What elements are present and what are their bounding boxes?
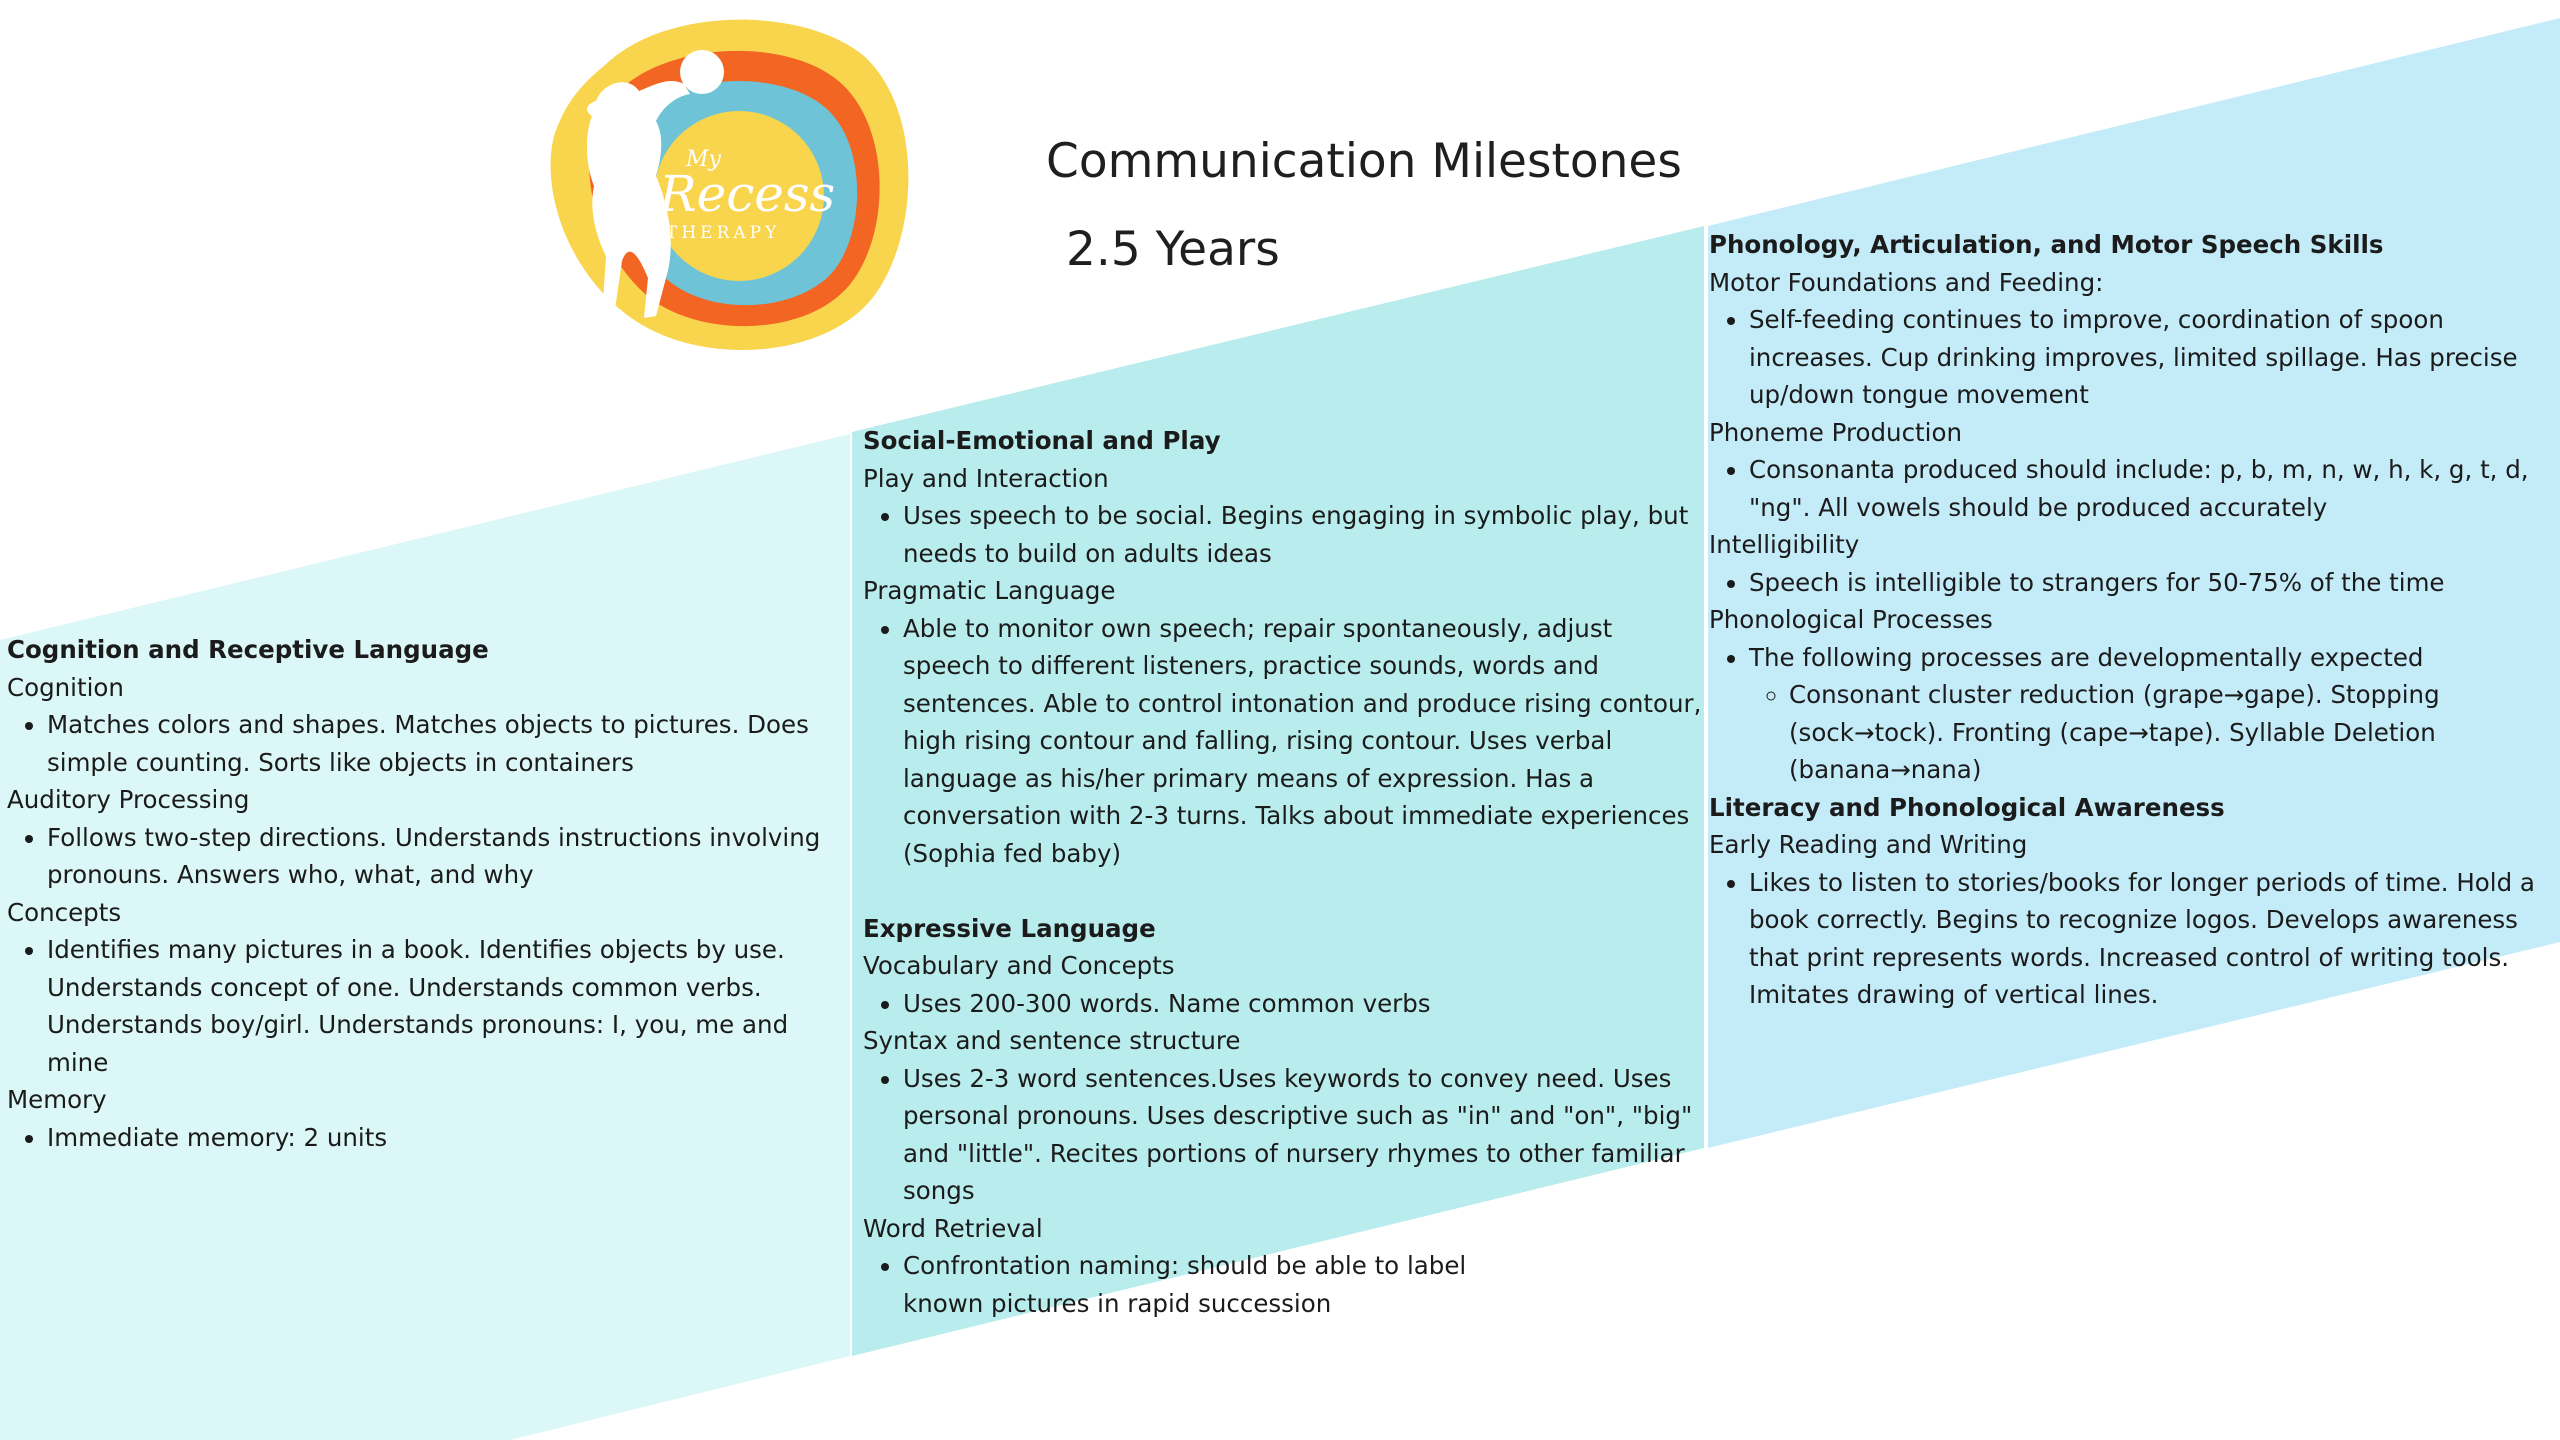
subsection-title: Concepts — [7, 897, 122, 927]
page-subtitle: 2.5 Years — [1066, 222, 1280, 277]
logo-text-recess: Recess — [659, 165, 836, 223]
sub-list-item: ◦ Consonant cluster reduction (grape→gape). Stopping (sock→tock). Fronting (cape→tape). Syllable Deletion (banana→nana) — [1789, 676, 2549, 789]
section-heading: Expressive Language — [863, 913, 1156, 943]
bullet-list — [7, 819, 837, 894]
bullet-list — [863, 1060, 1703, 1210]
bullet-list — [1709, 864, 2549, 1014]
bullet-list — [863, 610, 1703, 873]
bullet-list — [863, 497, 1703, 572]
section-heading: Literacy and Phonological Awareness — [1709, 792, 2225, 822]
list-item — [903, 1247, 1703, 1322]
column-social-expressive — [863, 422, 1703, 1322]
subsection-title: Intelligibility — [1709, 530, 1860, 559]
subsection-title: Motor Foundations and Feeding: — [1709, 267, 2104, 297]
section-heading: Social-Emotional and Play — [863, 426, 1221, 455]
subsection-title: Phonological Processes — [1709, 605, 1993, 634]
list-item: • Identifies many pictures in a book. Identifies objects by use. Understands concept of one. Understands common verbs. Understands boy/girl. Understands pronouns: I, you, me and mine — [47, 931, 837, 1081]
subsection-title: Pragmatic Language — [863, 576, 1116, 605]
list-item-line: Confrontation naming: should be able to label — [903, 1251, 1467, 1280]
list-item — [1749, 639, 2549, 789]
list-item: • Able to monitor own speech; repair spontaneously, adjust speech to different listeners, practice sounds, words and sentences. Able to control intonation and produce rising contour, high rising contour and falling, rising contour. Uses verbal language as his/her primary means of expression. Has a conversation with 2-3 turns. Talks about immediate experiences (Sophia fed baby) — [903, 610, 1703, 873]
column-cognition — [7, 631, 837, 1156]
bullet-list — [1709, 639, 2549, 789]
sub-bullet-list — [1749, 676, 2549, 789]
list-item-line: known pictures in rapid succession — [903, 1288, 1332, 1318]
logo-text-my: My — [686, 147, 721, 172]
subsection-title: Phoneme Production — [1709, 417, 1962, 447]
subsection-title: Memory — [7, 1085, 107, 1114]
subsection-title: Vocabulary and Concepts — [863, 951, 1175, 980]
list-item: • Likes to listen to stories/books for longer periods of time. Hold a book correctly. Begins to recognize logos. Develops awareness that print represents words. Increased control of writing tools. Imitates drawing of vertical lines. — [1749, 864, 2549, 1014]
section-heading: Phonology, Articulation, and Motor Speech Skills — [1709, 230, 2384, 259]
bullet-list — [7, 931, 837, 1081]
list-item: • Self-feeding continues to improve, coordination of spoon increases. Cup drinking improves, limited spillage. Has precise up/down tongue movement — [1749, 301, 2549, 414]
list-item: • Consonanta produced should include: p, b, m, n, w, h, k, g, t, d, "ng". All vowels should be produced accurately — [1749, 451, 2549, 526]
column-phonology-literacy — [1709, 226, 2549, 1014]
bullet-list — [7, 1119, 837, 1157]
bullet-list — [863, 1247, 1703, 1322]
list-item: • Immediate memory: 2 units — [47, 1119, 837, 1157]
list-item: • Follows two-step directions. Understands instructions involving pronouns. Answers who, what, and why — [47, 819, 837, 894]
subsection-title: Word Retrieval — [863, 1213, 1043, 1243]
bullet-list — [1709, 451, 2549, 526]
bullet-list — [7, 706, 837, 781]
list-item: • Uses 2-3 word sentences.Uses keywords to convey need. Uses personal pronouns. Uses descriptive such as "in" and "on", "big" and "little". Recites portions of nursery rhymes to other familiar songs — [903, 1060, 1703, 1210]
logo — [544, 16, 914, 354]
bullet-list — [1709, 301, 2549, 414]
spacer — [863, 872, 1703, 910]
list-item: • Uses speech to be social. Begins engaging in symbolic play, but needs to build on adults ideas — [903, 497, 1703, 572]
section-heading: Cognition and Receptive Language — [7, 635, 489, 664]
list-item: • Matches colors and shapes. Matches objects to pictures. Does simple counting. Sorts like objects in containers — [47, 706, 837, 781]
bullet-list — [1709, 564, 2549, 602]
logo-ball — [680, 50, 724, 94]
subsection-title: Cognition — [7, 672, 124, 702]
list-item-text: The following processes are developmentally expected — [1749, 642, 2424, 672]
logo-text-therapy: THERAPY — [666, 223, 781, 243]
subsection-title: Early Reading and Writing — [1709, 830, 2028, 859]
subsection-title: Auditory Processing — [7, 785, 250, 814]
subsection-title: Play and Interaction — [863, 463, 1109, 493]
page-title: Communication Milestones — [1046, 134, 1682, 189]
bullet-list — [863, 985, 1703, 1023]
list-item: • Speech is intelligible to strangers for 50-75% of the time — [1749, 564, 2549, 602]
list-item: • Uses 200-300 words. Name common verbs — [903, 985, 1703, 1023]
subsection-title: Syntax and sentence structure — [863, 1026, 1241, 1055]
